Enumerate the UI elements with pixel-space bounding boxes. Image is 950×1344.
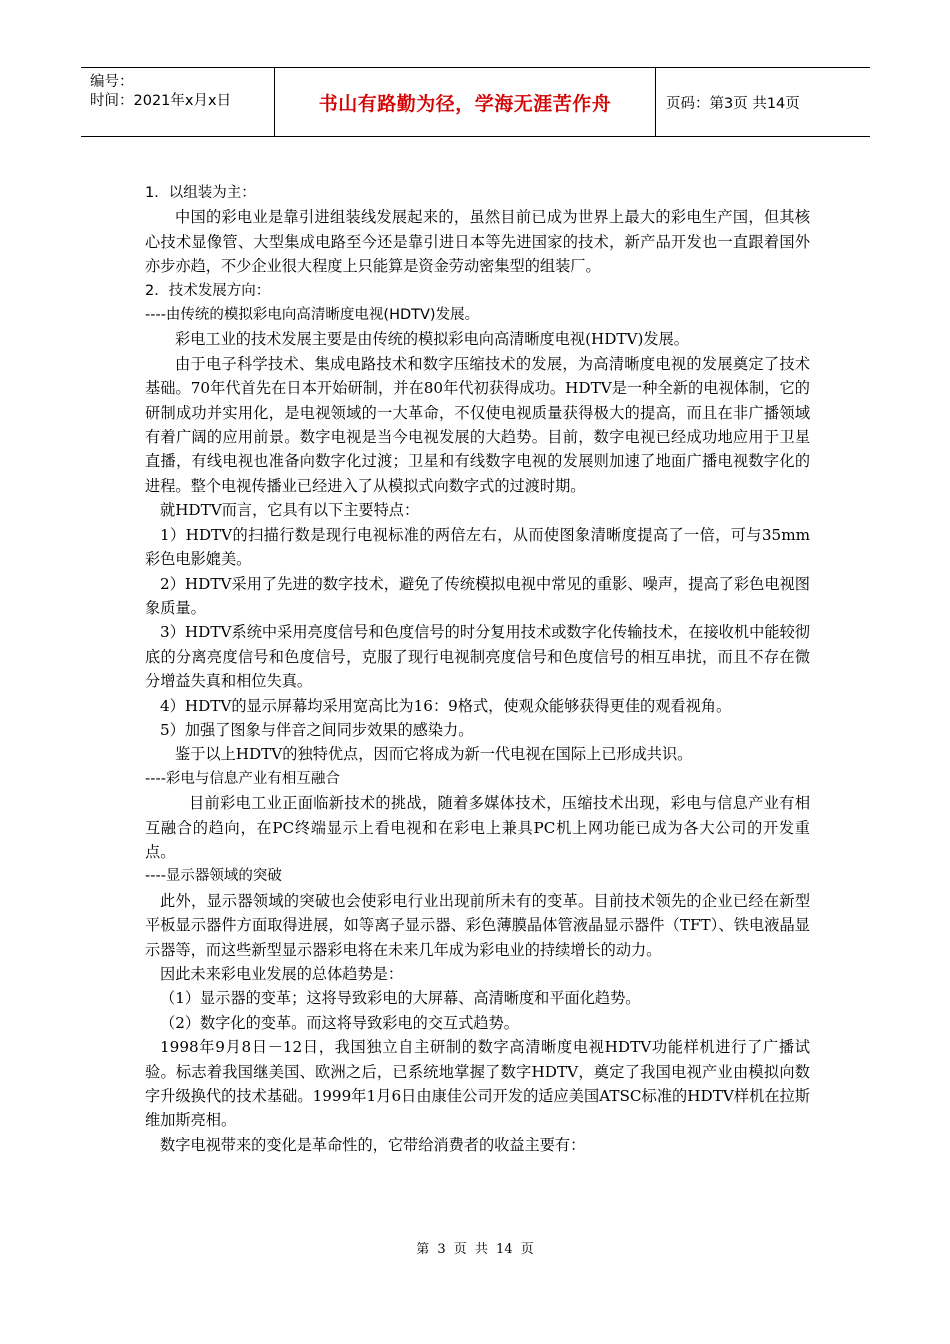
body-paragraph: 因此未来彩电业发展的总体趋势是：: [160, 965, 403, 983]
body-paragraph: 5）加强了图象与伴音之间同步效果的感染力。: [160, 720, 474, 739]
body-paragraph: 彩电工业的技术发展主要是由传统的模拟彩电向高清晰度电视(HDTV)发展。: [175, 330, 689, 349]
document-number-label: 编号：: [90, 74, 134, 90]
document-date: 时间：2021年x月x日: [90, 93, 232, 109]
section-heading: ----彩电与信息产业有相互融合: [145, 770, 340, 787]
body-paragraph: 中国的彩电业是靠引进组装线发展起来的，虽然目前已成为世界上最大的彩电生产国，但其核心技术显像管、大型集成电路至今还是靠引进日本等先进国家的技术，新产品开发也一直跟着国外亦步亦趋，不少企业很大程度上只能算是资金劳动密集型的组装厂。: [145, 208, 810, 276]
body-paragraph: 此外，显示器领域的突破也会使彩电行业出现前所未有的变革。目前技术领先的企业已经在新型平板显示器件方面取得进展，如等离子显示器、彩色薄膜晶体管液晶显示器件（TFT）、铁电液晶显示器等，而这些新型显示器彩电将在未来几年成为彩电业的持续增长的动力。: [145, 891, 810, 959]
section-heading: ----显示器领域的突破: [145, 868, 282, 885]
body-paragraph: 数字电视带来的变化是革命性的，它带给消费者的收益主要有：: [160, 1135, 586, 1154]
header-page-info: 页码：第3页 共14页: [666, 95, 800, 112]
body-paragraph: 目前彩电工业正面临新技术的挑战，随着多媒体技术，压缩技术出现，彩电与信息产业有相互融合的趋向，在PC终端显示上看电视和在彩电上兼具PC机上网功能已成为各大公司的开发重点。: [145, 794, 810, 861]
body-paragraph: 就HDTV而言，它具有以下主要特点：: [160, 501, 420, 520]
body-paragraph: 1998年9月8日－12日，我国独立自主研制的数字高清晰度电视HDTV功能样机进行了广播试验。标志着我国继美国、欧洲之后，已系统地掌握了数字HDTV，奠定了我国电视产业由模拟向数字升级换代的技术基础。1999年1月6日由康佳公司开发的适应美国ATSC标准的HDTV样机在拉斯维加斯亮相。: [145, 1038, 810, 1130]
body-paragraph: 1）HDTV的扫描行数是现行电视标准的两倍左右，从而使图象清晰度提高了一倍，可与35mm彩色电影媲美。: [145, 525, 810, 569]
header-slogan: 书山有路勤为径，学海无涯苦作舟: [275, 68, 656, 136]
document-body: [145, 181, 810, 1157]
section-heading: 2．技术发展方向：: [145, 282, 271, 299]
body-paragraph: （1）显示器的变革；这将导致彩电的大屏幕、高清晰度和平面化趋势。: [160, 989, 641, 1008]
body-paragraph: 4）HDTV的显示屏幕均采用宽高比为16：9格式，使观众能够获得更佳的观看视角。: [160, 696, 732, 715]
body-paragraph: 3）HDTV系统中采用亮度信号和色度信号的时分复用技术或数字化传输技术，在接收机中能较彻底的分离亮度信号和色度信号，克服了现行电视制亮度信号和色度信号的相互串扰，而且不存在微分增益失真和相位失真。: [145, 623, 810, 691]
section-heading: 1．以组装为主：: [145, 185, 256, 201]
body-paragraph: 由于电子科学技术、集成电路技术和数字压缩技术的发展，为高清晰度电视的发展奠定了技术基础。70年代首先在日本开始研制，并在80年代初获得成功。HDTV是一种全新的电视体制，它的研制成功并实用化，是电视领域的一大革命，不仅使电视质量获得极大的提高，而且在非广播领域有着广阔的应用前景。数字电视是当今电视发展的大趋势。目前，数字电视已经成功地应用于卫星直播，有线电视也准备向数字化过渡；卫星和有线数字电视的发展则加速了地面广播电视数字化的进程。整个电视传播业已经进入了从模拟式向数字式的过渡时期。: [145, 354, 810, 495]
body-paragraph: 2）HDTV采用了先进的数字技术，避免了传统模拟电视中常见的重影、噪声，提高了彩色电视图象质量。: [145, 574, 810, 617]
body-paragraph: （2）数字化的变革。而这将导致彩电的交互式趋势。: [160, 1013, 519, 1032]
header-meta: [81, 68, 275, 136]
page-header: [81, 67, 870, 137]
body-paragraph: 鉴于以上HDTV的独特优点，因而它将成为新一代电视在国际上已形成共识。: [175, 745, 693, 764]
page-footer: 第 3 页 共 14 页: [416, 1242, 534, 1257]
section-heading: ----由传统的模拟彩电向高清晰度电视(HDTV)发展。: [145, 307, 480, 324]
